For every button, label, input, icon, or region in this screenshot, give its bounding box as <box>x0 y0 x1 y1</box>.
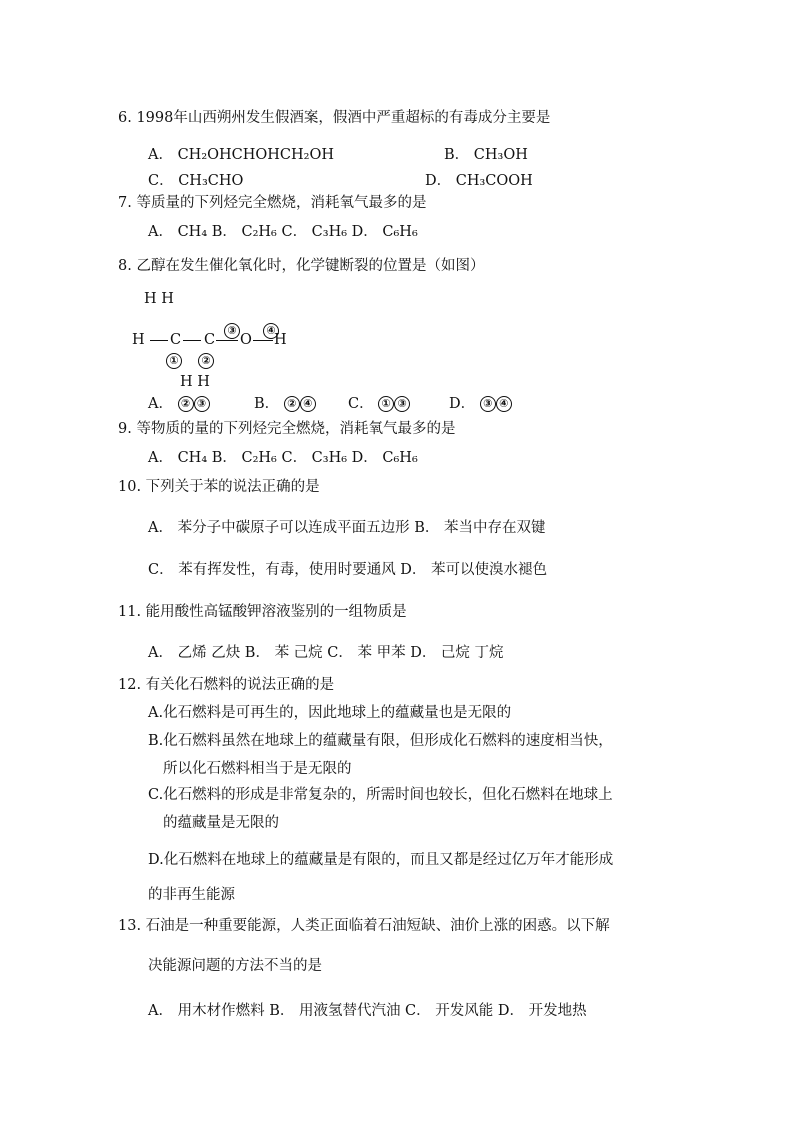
q9-stem: 9. 等物质的量的下列烃完全燃烧，消耗氧气最多的是 <box>118 421 456 437</box>
q8-option-c: C． ① ③ <box>348 394 410 414</box>
molecule-top-hydrogens: H H <box>144 291 174 307</box>
bond-line <box>150 340 168 341</box>
molecule-oxygen: O <box>240 332 252 348</box>
q6-option-b: B． CH₃OH <box>444 147 528 163</box>
molecule-bottom-hydrogens: H H <box>180 374 210 390</box>
q6-option-c: C． CH₃CHO <box>148 173 244 189</box>
q8-option-a: A． ② ③ <box>148 394 210 414</box>
q12-option-c-line-2: 的蕴藏量是无限的 <box>163 815 279 831</box>
q7-stem: 7. 等质量的下列烃完全燃烧，消耗氧气最多的是 <box>118 195 427 211</box>
molecule-carbon-2: C <box>204 332 216 348</box>
bond-line <box>253 340 273 341</box>
q7-options: A． CH₄ B． C₂H₆ C． C₃H₆ D． C₆H₆ <box>148 224 418 240</box>
bond-line <box>216 340 238 341</box>
q8-option-b: B． ② ④ <box>254 394 316 414</box>
q12-option-b-line-2: 所以化石燃料相当于是无限的 <box>163 761 352 777</box>
q10-options-line-1: A． 苯分子中碳原子可以连成平面五边形 B． 苯当中存在双键 <box>148 520 546 536</box>
bond-label-2: ② <box>198 353 214 369</box>
q10-options-line-2: C． 苯有挥发性，有毒，使用时要通风 D． 苯可以使溴水褪色 <box>148 562 548 578</box>
molecule-carbon-1: C <box>170 332 182 348</box>
bond-label-3: ③ <box>224 323 240 339</box>
q6-option-d: D． CH₃COOH <box>425 173 533 189</box>
q12-stem: 12. 有关化石燃料的说法正确的是 <box>118 677 335 693</box>
q12-option-b-line-1: B.化石燃料虽然在地球上的蕴藏量有限，但形成化石燃料的速度相当快， <box>148 733 613 749</box>
q12-option-a: A.化石燃料是可再生的，因此地球上的蕴藏量也是无限的 <box>148 705 512 721</box>
molecule-h-right: H <box>274 332 287 348</box>
q11-options: A． 乙烯 乙炔 B． 苯 己烷 C． 苯 甲苯 D． 己烷 丁烷 <box>148 645 504 661</box>
bond-label-1: ① <box>166 353 182 369</box>
molecule-h-left: H <box>132 332 145 348</box>
q13-stem-line-1: 13. 石油是一种重要能源，人类正面临着石油短缺、油价上涨的困惑。以下解 <box>118 918 610 934</box>
bond-label-4: ④ <box>263 323 279 339</box>
q12-option-c-line-1: C.化石燃料的形成是非常复杂的，所需时间也较长，但化石燃料在地球上 <box>148 787 613 803</box>
q13-stem-line-2: 决能源问题的方法不当的是 <box>148 958 322 974</box>
q12-option-d-line-1: D.化石燃料在地球上的蕴藏量是有限的，而且又都是经过亿万年才能形成 <box>148 852 614 868</box>
q11-stem: 11. 能用酸性高锰酸钾溶液鉴别的一组物质是 <box>118 604 407 620</box>
q13-options: A． 用木材作燃料 B． 用液氢替代汽油 C． 开发风能 D． 开发地热 <box>148 1003 587 1019</box>
q6-option-a: A． CH₂OHCHOHCH₂OH <box>148 147 335 163</box>
q8-stem: 8. 乙醇在发生催化氧化时，化学键断裂的位置是（如图） <box>118 258 485 274</box>
bond-line <box>183 340 201 341</box>
q10-stem: 10. 下列关于苯的说法正确的是 <box>118 479 320 495</box>
q8-option-d: D． ③ ④ <box>449 394 512 414</box>
q9-options: A． CH₄ B． C₂H₆ C． C₃H₆ D． C₆H₆ <box>148 450 418 466</box>
q12-option-d-line-2: 的非再生能源 <box>148 887 235 903</box>
q6-stem: 6. 1998年山西朔州发生假酒案，假酒中严重超标的有毒成分主要是 <box>118 110 551 126</box>
